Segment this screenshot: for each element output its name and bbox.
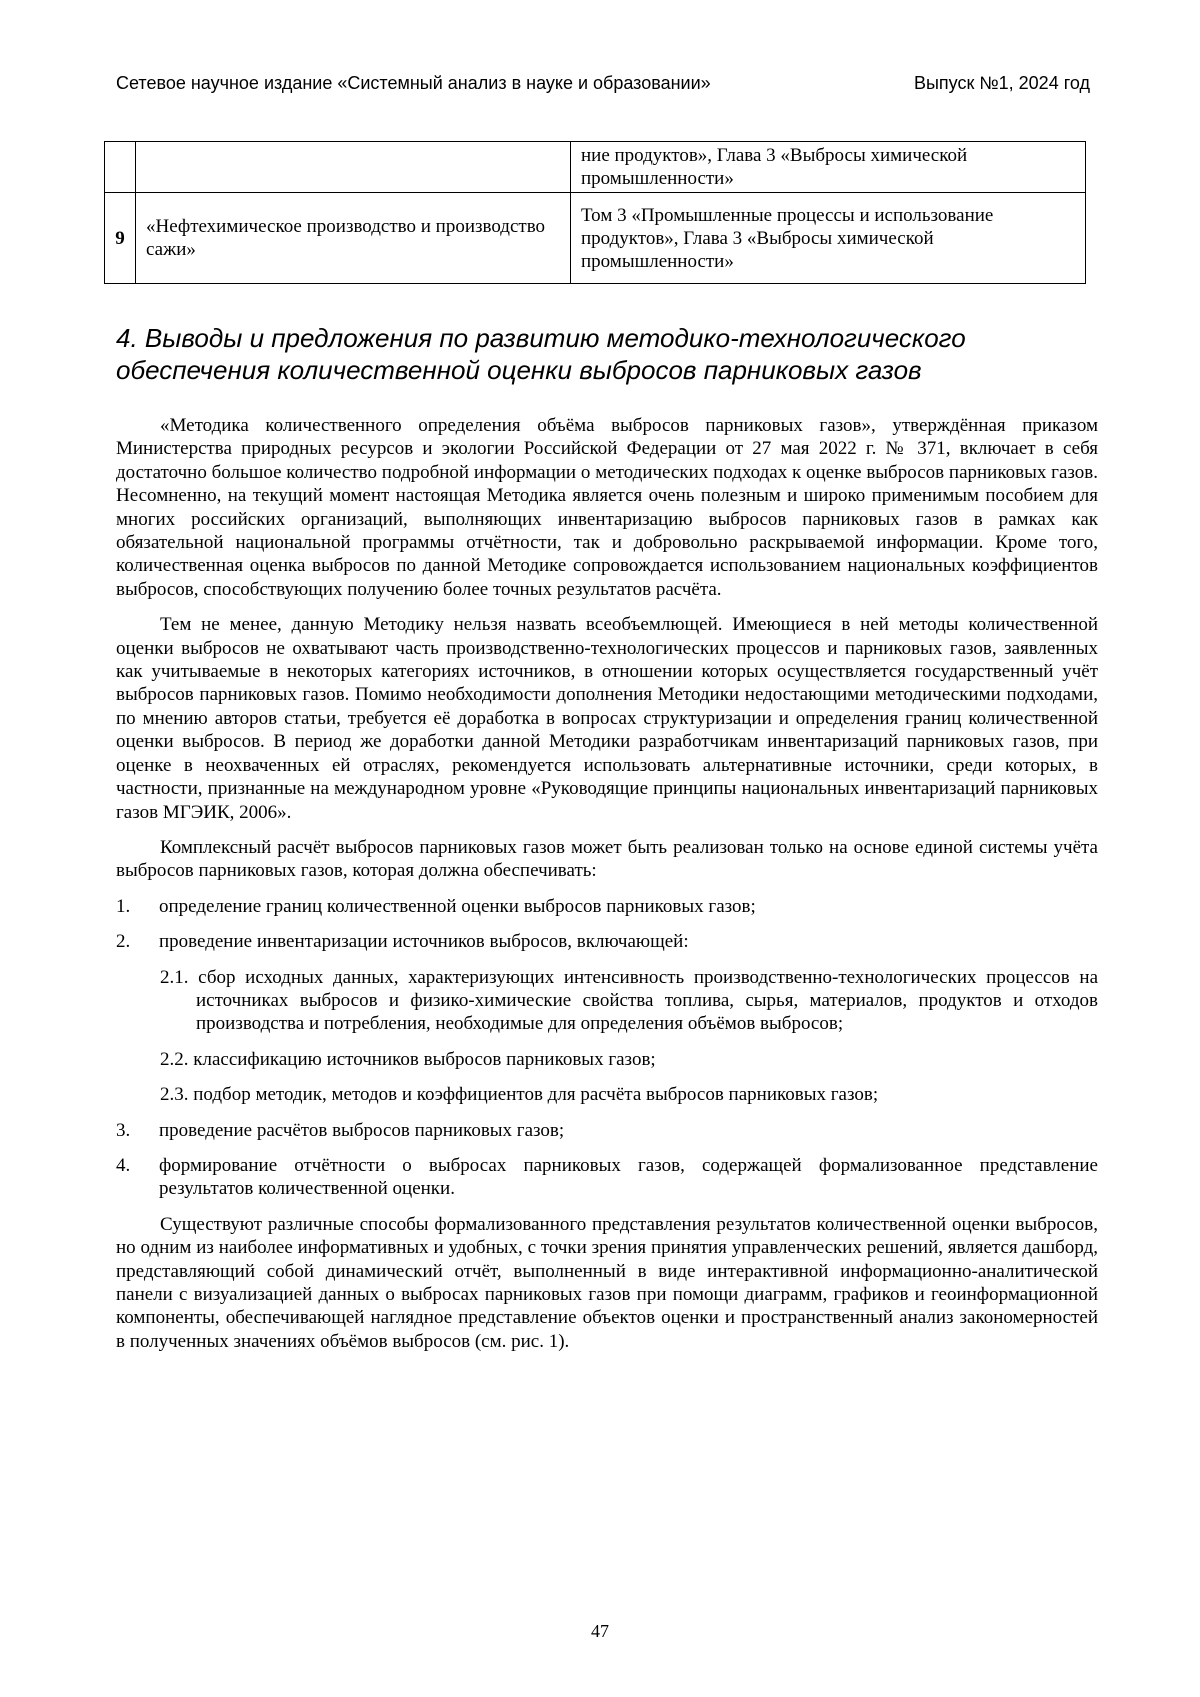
paragraph: Тем не менее, данную Методику нельзя назвать всеобъемлющей. Имеющиеся в ней методы количественной оценки выбросов не охватывают часть производственно-технологических процессов и парниковых газов, заявленных как учитываемые в некоторых категориях источников, в отношении которых осуществляется государственный учёт выбросов парниковых газов. Помимо необходимости дополнения Методики недостающими методическими подходами, по мнению авторов статьи, требуется её доработка в вопросах структуризации и определения границ количественной оценки выбросов. В период же доработки данной Методики разработчикам инвентаризаций парниковых газов, при оценке в неохваченных ей отраслях, рекомендуется использовать альтернативные источники, среди которых, в частности, признанные на международном уровне «Руководящие принципы национальных инвентаризаций парниковых газов МГЭИК, 2006». [116, 614, 1098, 823]
list-text: формирование отчётности о выбросах парниковых газов, содержащей формализованное представление результатов количественной оценки. [159, 1154, 1098, 1200]
page-number: 47 [591, 1621, 609, 1641]
list-marker: 1. [116, 895, 131, 917]
sublist-item: 2.1. сбор исходных данных, характеризующих интенсивность производственно-технологических процессов на источниках выбросов и физико-химические свойства топлива, сырья, материалов, продуктов и отходов производства и потребления, необходимые для определения объёмов выбросов; [160, 966, 1098, 1035]
paragraph: Комплексный расчёт выбросов парниковых газов может быть реализован только на основе единой системы учёта выбросов парниковых газов, которая должна обеспечивать: [116, 836, 1098, 882]
list-marker: 4. [116, 1154, 131, 1176]
section-heading: 4. Выводы и предложения по развитию методико-технологического обеспечения количественной оценки выбросов парниковых газов [116, 323, 966, 385]
list-text: проведение инвентаризации источников выбросов, включающей: [159, 931, 689, 953]
list-item [116, 1119, 1098, 1142]
sublist-item: 2.3. подбор методик, методов и коэффициентов для расчёта выбросов парниковых газов; [160, 1084, 879, 1106]
table-cell-name [136, 142, 571, 193]
list-text: проведение расчётов выбросов парниковых газов; [159, 1119, 565, 1141]
table-cell-reference: ние продуктов», Глава 3 «Выбросы химической промышленности» [571, 142, 1086, 193]
list-item [116, 930, 1098, 953]
table-cell-name: «Нефтехимическое производство и производство сажи» [136, 193, 571, 284]
list-text: определение границ количественной оценки выбросов парниковых газов; [159, 895, 756, 917]
list-item [116, 1154, 1098, 1201]
body-text [116, 414, 1098, 1365]
table-row [105, 142, 1086, 193]
running-header [116, 72, 1090, 94]
paragraph: Существуют различные способы формализованного представления результатов количественной оценки выбросов, но одним из наиболее информативных и удобных, с точки зрения принятия управленческих решений, является дашборд, представляющий собой динамический отчёт, выполненный в виде интерактивной информационно-аналитической панели с визуализацией данных о выбросах парниковых газов при помощи диаграмм, графиков и геоинформационной компоненты, обеспечивающей наглядное представление объектов оценки и пространственный анализ закономерностей в полученных значениях объёмов выбросов (см. рис. 1). [116, 1213, 1098, 1352]
paragraph: «Методика количественного определения объёма выбросов парниковых газов», утверждённая приказом Министерства природных ресурсов и экологии Российской Федерации от 27 мая 2022 г. № 371, включает в себя достаточно большое количество подробной информации о методических подходах к оценке выбросов парниковых газов. Несомненно, на текущий момент настоящая Методика является очень полезным и широко применимым пособием для многих российских организаций, выполняющих инвентаризацию выбросов парниковых газов в рамках как обязательной национальной программы отчётности, так и добровольно раскрываемой информации. Кроме того, количественная оценка выбросов по данной Методике сопровождается использованием национальных коэффициентов выбросов, способствующих получению более точных результатов расчёта. [116, 415, 1098, 600]
list-marker: 2. [116, 931, 131, 953]
table-cell-reference: Том 3 «Промышленные процессы и использование продуктов», Глава 3 «Выбросы химической промышленности» [571, 193, 1086, 284]
list-marker: 3. [116, 1119, 131, 1141]
table-row [105, 193, 1086, 284]
table-cell-number: 9 [105, 193, 136, 284]
continued-table [104, 141, 1086, 284]
list-item [116, 895, 1098, 918]
journal-title: Сетевое научное издание «Системный анализ в науке и образовании» [116, 73, 711, 93]
issue-label: Выпуск №1, 2024 год [913, 73, 1090, 93]
table-cell-number [105, 142, 136, 193]
sublist-item: 2.2. классификацию источников выбросов парниковых газов; [160, 1048, 656, 1070]
